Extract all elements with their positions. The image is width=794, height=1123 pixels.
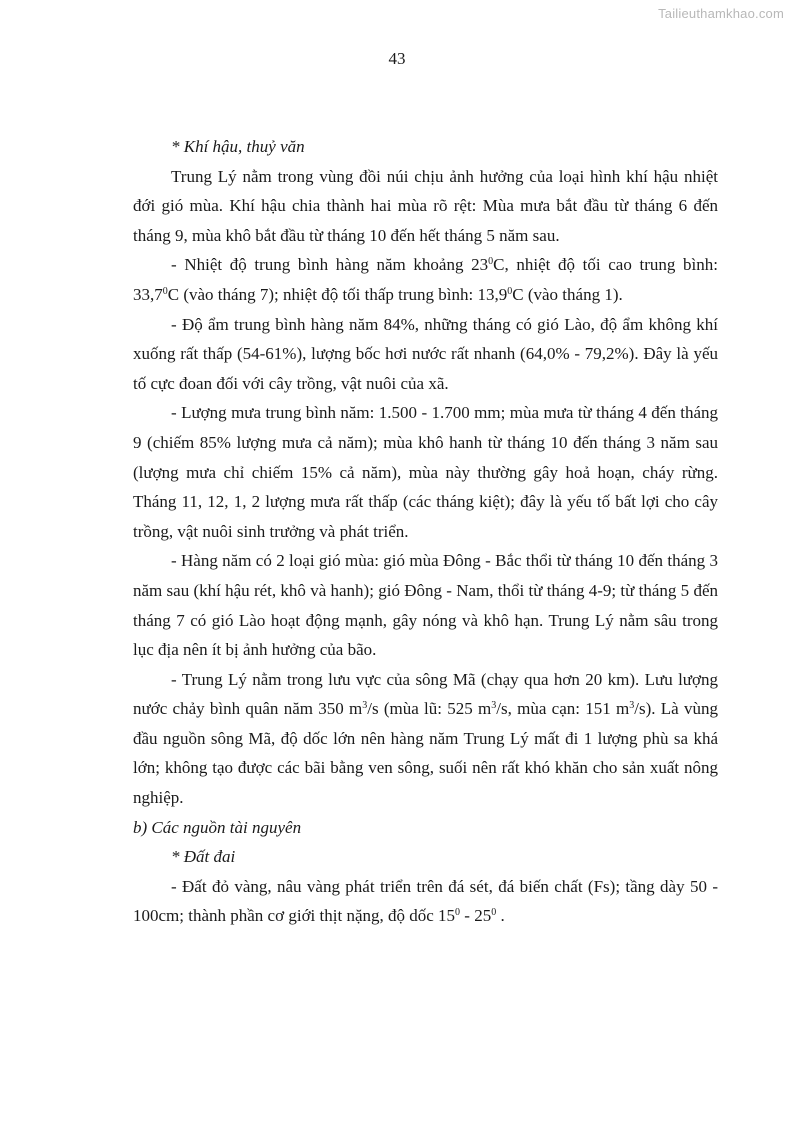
- humidity-paragraph: - Độ ẩm trung bình hàng năm 84%, những tháng có gió Lào, độ ẩm không khí xuống rất thấp (54-61%), lượng bốc hơi nước rất nhanh (64,0% - 79,2%). Đây là yếu tố cực đoan đối với cây trồng, vật nuôi của xã.: [133, 314, 718, 393]
- climate-heading: * Khí hậu, thuỷ văn: [171, 137, 305, 156]
- wind-paragraph: - Hàng năm có 2 loại gió mùa: gió mùa Đông - Bắc thổi từ tháng 10 đến tháng 3 năm sau (khí hậu rét, khô và hanh); gió Đông - Nam, thổi từ tháng 4-9; từ tháng 5 đến tháng 7 có gió Lào hoạt động mạnh, gây nóng và khô hạn. Trung Lý nằm sâu trong lục địa nên ít bị ảnh hưởng của bão.: [133, 551, 718, 660]
- climate-intro-paragraph: Trung Lý nằm trong vùng đồi núi chịu ảnh hưởng của loại hình khí hậu nhiệt đới gió mùa. Khí hậu chia thành hai mùa rõ rệt: Mùa mưa bắt đầu từ tháng 6 đến tháng 9, mùa khô bắt đầu từ tháng 10 đến hết tháng 5 năm sau.: [133, 166, 718, 245]
- resources-heading: b) Các nguồn tài nguyên: [133, 817, 302, 837]
- land-heading: * Đất đai: [171, 847, 236, 867]
- rainfall-paragraph: - Lượng mưa trung bình năm: 1.500 - 1.700 mm; mùa mưa từ tháng 4 đến tháng 9 (chiếm 85% lượng mưa cả năm); mùa khô hanh từ tháng 10 đến tháng 3 năm sau (lượng mưa chỉ chiếm 15% cả năm), mùa này thường gây hoả hoạn, cháy rừng. Tháng 11, 12, 1, 2 lượng mưa rất thấp (các tháng kiệt); đây là yếu tố bất lợi cho cây trồng, vật nuôi sinh trưởng và phát triển.: [133, 403, 718, 541]
- page-number: 43: [388, 49, 406, 68]
- river-paragraph: - Trung Lý nằm trong lưu vực của sông Mã (chạy qua hơn 20 km). Lưu lượng nước chảy bình quân năm 350 $m^3/s$ (mùa lũ: 525 $m^3/s$, mùa cạn: 151 $m^3/s$). Là vùng đầu nguồn sông Mã, độ dốc lớn nên hàng năm Trung Lý mất đi 1 lượng phù sa khá lớn; không tạo được các bãi bằng ven sông, suối nên rất khó khăn cho sản xuất nông nghiệp.: [133, 669, 718, 808]
- document-body: [133, 132, 718, 931]
- temperature-paragraph: - Nhiệt độ trung bình hàng năm khoảng $23^0C$, nhiệt độ tối cao trung bình: 33,7$^0$C (vào tháng 7); nhiệt độ tối thấp trung bình: 13,9$^0$C (vào tháng 1).: [133, 255, 718, 304]
- soil-paragraph: - Đất đỏ vàng, nâu vàng phát triển trên đá sét, đá biến chất (Fs); tầng dày 50 - 100cm; thành phần cơ giới thịt nặng, độ dốc $15^0 - 25^0$ .: [133, 876, 718, 926]
- watermark: Tailieuthamkhao.com: [658, 6, 784, 21]
